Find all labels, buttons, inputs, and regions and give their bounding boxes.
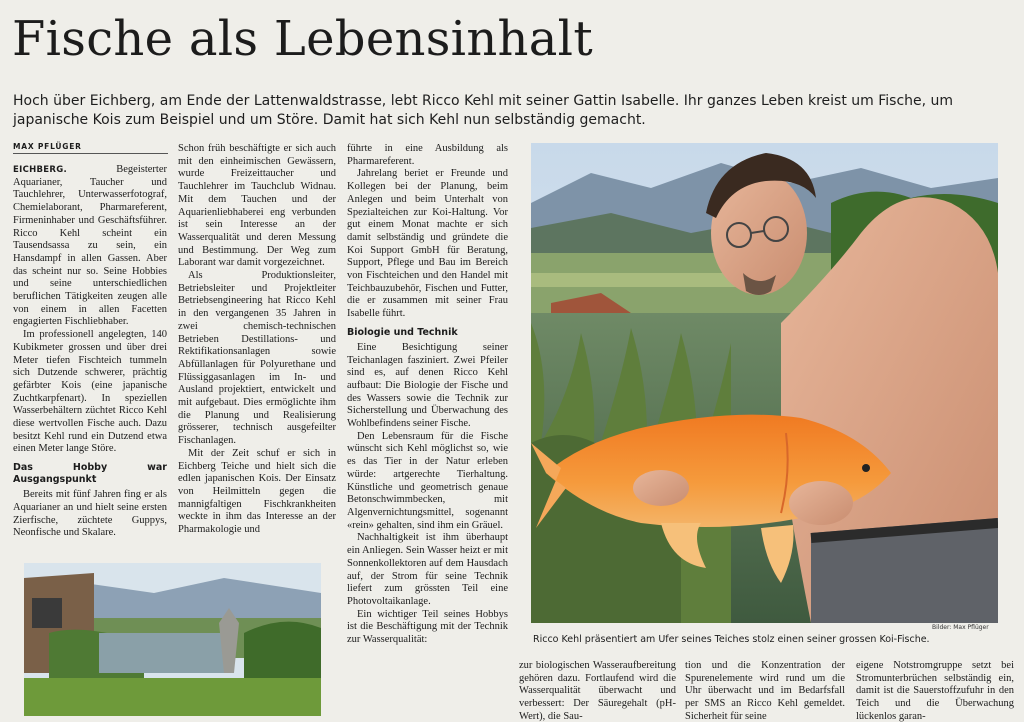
paragraph: Schon früh beschäftigte er sich auch mit den einheimischen Gewässern, wurde Freizeittaucher und Tauchlehrer im Tauchclub Widnau. Mit dem Tauchen und der Aquarienliebhaberei eng verbunden ist sein Interesse an der Wasserqualität und deren Messung und Bestimmung. Der Weg zum Laborant war damit vorgezeichnet. (178, 143, 336, 269)
paragraph: Bereits mit fünf Jahren fing er als Aquarianer an und hielt seine ersten Zierfische, züchtete Guppys, Neonfische und Skalare. (13, 489, 167, 539)
paragraph: Den Lebensraum für die Fische wünscht sich Kehl möglichst so, wie es das Tier in der Natur erleben würde: artgerechte Tierhaltung. Künstliche und geometrisch genaue Betonschwimmbecken, mit Algenvernichtungsmittel, sogenannt «rein» gehalten, sind ihm ein Gräuel. (347, 430, 508, 531)
paragraph: eigene Notstromgruppe setzt bei Stromunterbrüchen selbständig ein, damit ist die Sauerstoffzufuhr in den Teich und die Überwachung lückenlos garan- (856, 660, 1014, 722)
paragraph: zur biologischen Wasseraufbereitung gehören dazu. Fortlaufend wird die Wasserqualität überwacht und verbessert: Der Säuregehalt (pH-Wert), die Sau- (519, 660, 676, 722)
paragraph: tion und die Konzentration der Spurenelemente wird rund um die Uhr überwacht und im Bedarfsfall per SMS an Ricco Kehl gemeldet. Sicherheit für seine (685, 660, 845, 722)
byline-rule (13, 153, 168, 154)
article-headline: Fische als Lebensinhalt (12, 11, 593, 67)
paragraph: Ein wichtiger Teil seines Hobbys ist die Beschäftigung mit der Technik zur Wasserqualität: (347, 608, 508, 646)
photo-caption: Ricco Kehl präsentiert am Ufer seines Teiches stolz einen seiner grossen Koi-Fische. (533, 634, 930, 645)
paragraph (13, 164, 167, 329)
koi-photo (531, 143, 998, 623)
text-column-4 (519, 660, 676, 722)
photo-credit: Bilder: Max Pflüger (932, 624, 989, 631)
paragraph: führte in eine Ausbildung als Pharmareferent. (347, 143, 508, 167)
text-column-6 (856, 660, 1014, 722)
byline: MAX PFLÜGER (13, 142, 82, 151)
pond-photo-illustration (24, 563, 321, 716)
text-column-2 (178, 143, 336, 563)
paragraph: Nachhaltigkeit ist ihm überhaupt ein Anliegen. Sein Wasser heizt er mit Sonnenkollektoren auf dem Hausdach auf, der Strom für seine Technik liefert zum grössten Teil eine Photovoltaikanlage. (347, 532, 508, 607)
dateline: EICHBERG. (13, 165, 68, 175)
subheading: Das Hobby war Ausgangspunkt (13, 462, 167, 486)
subheading: Biologie und Technik (347, 326, 458, 338)
paragraph-text: Begeisterter Aquarianer, Taucher und Tauchlehrer, Unterwasserfotograf, Chemielaborant, Pharmareferent, Firmeninhaber und Geschäftsführer. Ricco Kehl scheint ein Tausendsassa zu sein, ein Hansdampf in allen Gassen. Aber das scheint nur so. Seine Hobbies und seine unterschiedlichen beruflichen Tätigkeiten zeugen alle von einem in allen Facetten engagierten Fischliebhaber. (13, 164, 167, 328)
pond-photo (24, 563, 321, 716)
text-column-1 (13, 164, 167, 550)
koi-photo-illustration (531, 143, 998, 623)
paragraph: Im professionell angelegten, 140 Kubikmeter grossen und über drei Meter tiefen Fischteich tummeln sich Dutzende schwerer, prächtig gefärbter Kois (eine japanische Zuchtkarpfenart). In speziellen Wasserbehältern züchtet Ricco Kehl diese wertvollen Fische auch. Dazu besitzt Kehl rund ein Dutzend etwa einen Meter lange Störe. (13, 329, 167, 455)
text-column-3 (347, 143, 508, 722)
paragraph: Mit der Zeit schuf er sich in Eichberg Teiche und hielt sich die edlen japanischen Kois. Der Einsatz von Heilmitteln gegen die mannigfaltigen Fischkrankheiten weckte in ihm das Interesse an der Pharmakologie und (178, 447, 336, 536)
article-lead: Hoch über Eichberg, am Ende der Lattenwaldstrasse, lebt Ricco Kehl mit seiner Gattin Isabelle. Ihr ganzes Leben kreist um Fische, um japanische Kois zum Beispiel und um Störe. Damit hat sich Kehl nun selbständig gemacht. (13, 93, 954, 128)
paragraph: Als Produktionsleiter, Betriebsleiter und Projektleiter Betriebsengineering hat Ricco Kehl in den vergangenen 35 Jahren in zwei chemisch-technischen Betrieben Destillations- und Rektifikationsanlagen sowie Abfüllanlagen für Polyurethane und Flüssiggasanlagen im In- und Ausland projektiert, entwickelt und mit aufgebaut. Dies ermöglichte ihm die Planung und Realisierung grösserer, technisch ausgefeilter Fischanlagen. (178, 270, 336, 447)
text-column-5 (685, 660, 845, 722)
paragraph: Eine Besichtigung seiner Teichanlagen fasziniert. Zwei Pfeiler sind es, auf denen Ricco Kehl aufbaut: Die Biologie der Fische und des Wassers sowie die Technik zur Sicherstellung und Überwachung des Wohlbefindens seiner Fische. (347, 341, 508, 430)
paragraph: Jahrelang beriet er Freunde und Kollegen bei der Planung, beim Anlegen und beim Unterhalt von Spezialteichen zur Koi-Haltung. Vor gut einem Monat machte er sich damit selbständig und gründete die Koi Support GmbH für Beratung, Support, Pflege und Bau im Bereich von Fischteichen und den Handel mit Teichbauzubehör, Fischen und Futter, die er zusammen mit seiner Frau Isabelle führt. (347, 168, 508, 320)
